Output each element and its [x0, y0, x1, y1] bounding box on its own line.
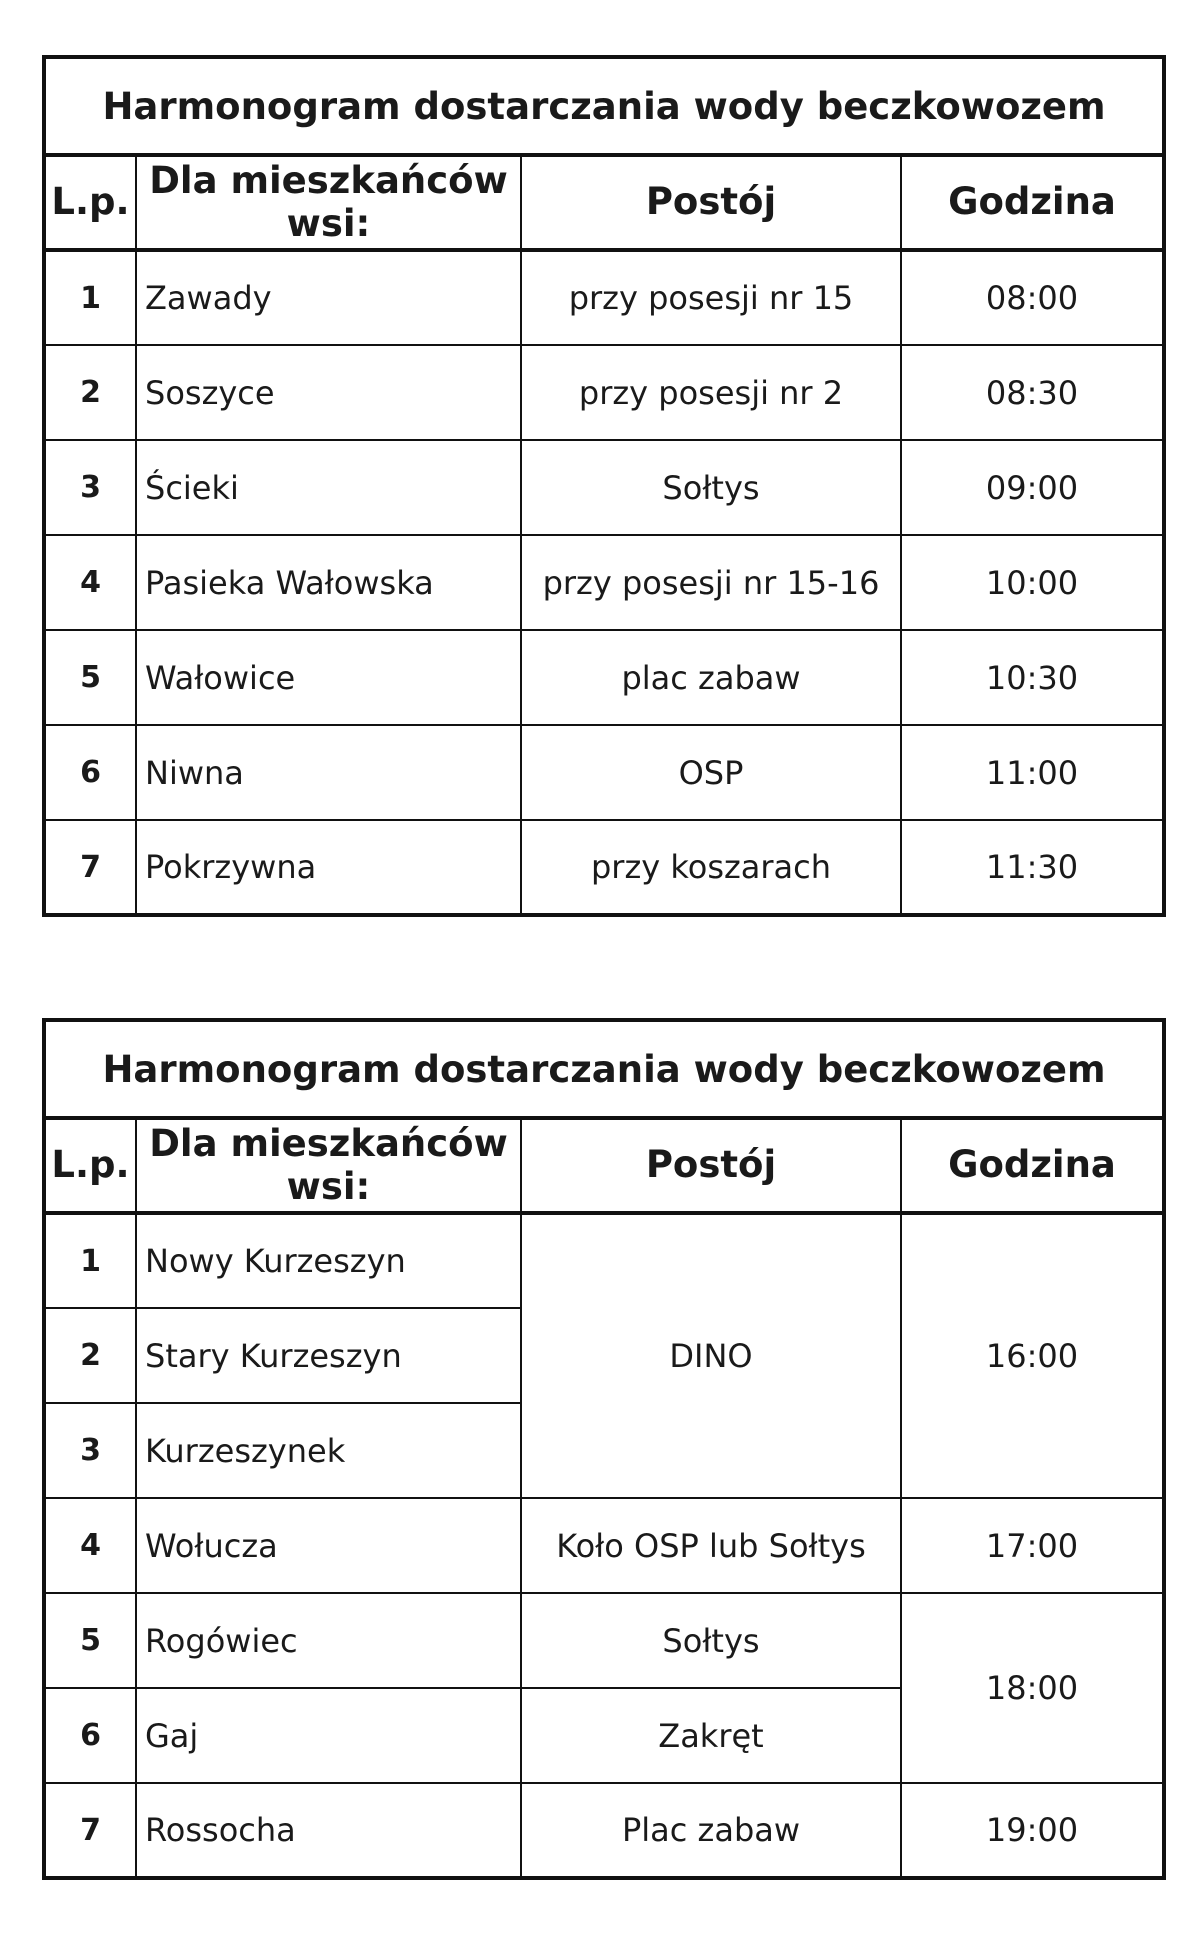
village-name: Pokrzywna [136, 820, 521, 915]
row-number: 2 [44, 1308, 136, 1403]
village-name: Wałowice [136, 630, 521, 725]
village-name: Soszyce [136, 345, 521, 440]
stop-location: OSP [521, 725, 901, 820]
stop-location: DINO [521, 1213, 901, 1498]
stop-time: 17:00 [901, 1498, 1164, 1593]
table-row [44, 1783, 1164, 1878]
table-row [44, 1593, 1164, 1688]
row-number: 7 [44, 820, 136, 915]
table-title: Harmonogram dostarczania wody beczkowozem [44, 57, 1164, 155]
header-time: Godzina [901, 155, 1164, 250]
row-number: 3 [44, 440, 136, 535]
stop-location: Koło OSP lub Sołtys [521, 1498, 901, 1593]
header-residents: Dla mieszkańców wsi: [136, 155, 521, 250]
stop-time: 18:00 [901, 1593, 1164, 1783]
table-row [44, 440, 1164, 535]
row-number: 7 [44, 1783, 136, 1878]
stop-location: przy posesji nr 2 [521, 345, 901, 440]
village-name: Rossocha [136, 1783, 521, 1878]
table-row [44, 630, 1164, 725]
stop-time: 19:00 [901, 1783, 1164, 1878]
table-row [44, 535, 1164, 630]
table-row [44, 1213, 1164, 1308]
stop-location: Sołtys [521, 1593, 901, 1688]
row-number: 2 [44, 345, 136, 440]
row-number: 4 [44, 535, 136, 630]
table-row [44, 820, 1164, 915]
row-number: 5 [44, 630, 136, 725]
village-name: Ścieki [136, 440, 521, 535]
village-name: Wołucza [136, 1498, 521, 1593]
village-name: Niwna [136, 725, 521, 820]
header-lp: L.p. [44, 1118, 136, 1213]
header-stop: Postój [521, 1118, 901, 1213]
header-lp: L.p. [44, 155, 136, 250]
schedule-table-2 [42, 1018, 1166, 1880]
table-row [44, 1498, 1164, 1593]
row-number: 4 [44, 1498, 136, 1593]
village-name: Gaj [136, 1688, 521, 1783]
stop-location: Zakręt [521, 1688, 901, 1783]
table-row [44, 250, 1164, 345]
village-name: Stary Kurzeszyn [136, 1308, 521, 1403]
row-number: 1 [44, 1213, 136, 1308]
row-number: 6 [44, 1688, 136, 1783]
village-name: Kurzeszynek [136, 1403, 521, 1498]
stop-location: Plac zabaw [521, 1783, 901, 1878]
table-row [44, 345, 1164, 440]
stop-time: 11:00 [901, 725, 1164, 820]
stop-time: 08:00 [901, 250, 1164, 345]
row-number: 1 [44, 250, 136, 345]
header-residents: Dla mieszkańców wsi: [136, 1118, 521, 1213]
header-stop: Postój [521, 155, 901, 250]
stop-location: plac zabaw [521, 630, 901, 725]
row-number: 5 [44, 1593, 136, 1688]
village-name: Pasieka Wałowska [136, 535, 521, 630]
village-name: Zawady [136, 250, 521, 345]
table-row [44, 725, 1164, 820]
village-name: Rogówiec [136, 1593, 521, 1688]
stop-location: przy koszarach [521, 820, 901, 915]
stop-location: przy posesji nr 15 [521, 250, 901, 345]
header-time: Godzina [901, 1118, 1164, 1213]
stop-location: Sołtys [521, 440, 901, 535]
table-title: Harmonogram dostarczania wody beczkowozem [44, 1020, 1164, 1118]
stop-time: 08:30 [901, 345, 1164, 440]
stop-time: 16:00 [901, 1213, 1164, 1498]
stop-time: 11:30 [901, 820, 1164, 915]
row-number: 6 [44, 725, 136, 820]
stop-location: przy posesji nr 15-16 [521, 535, 901, 630]
stop-time: 10:00 [901, 535, 1164, 630]
stop-time: 09:00 [901, 440, 1164, 535]
row-number: 3 [44, 1403, 136, 1498]
village-name: Nowy Kurzeszyn [136, 1213, 521, 1308]
schedule-table-1 [42, 55, 1166, 917]
stop-time: 10:30 [901, 630, 1164, 725]
